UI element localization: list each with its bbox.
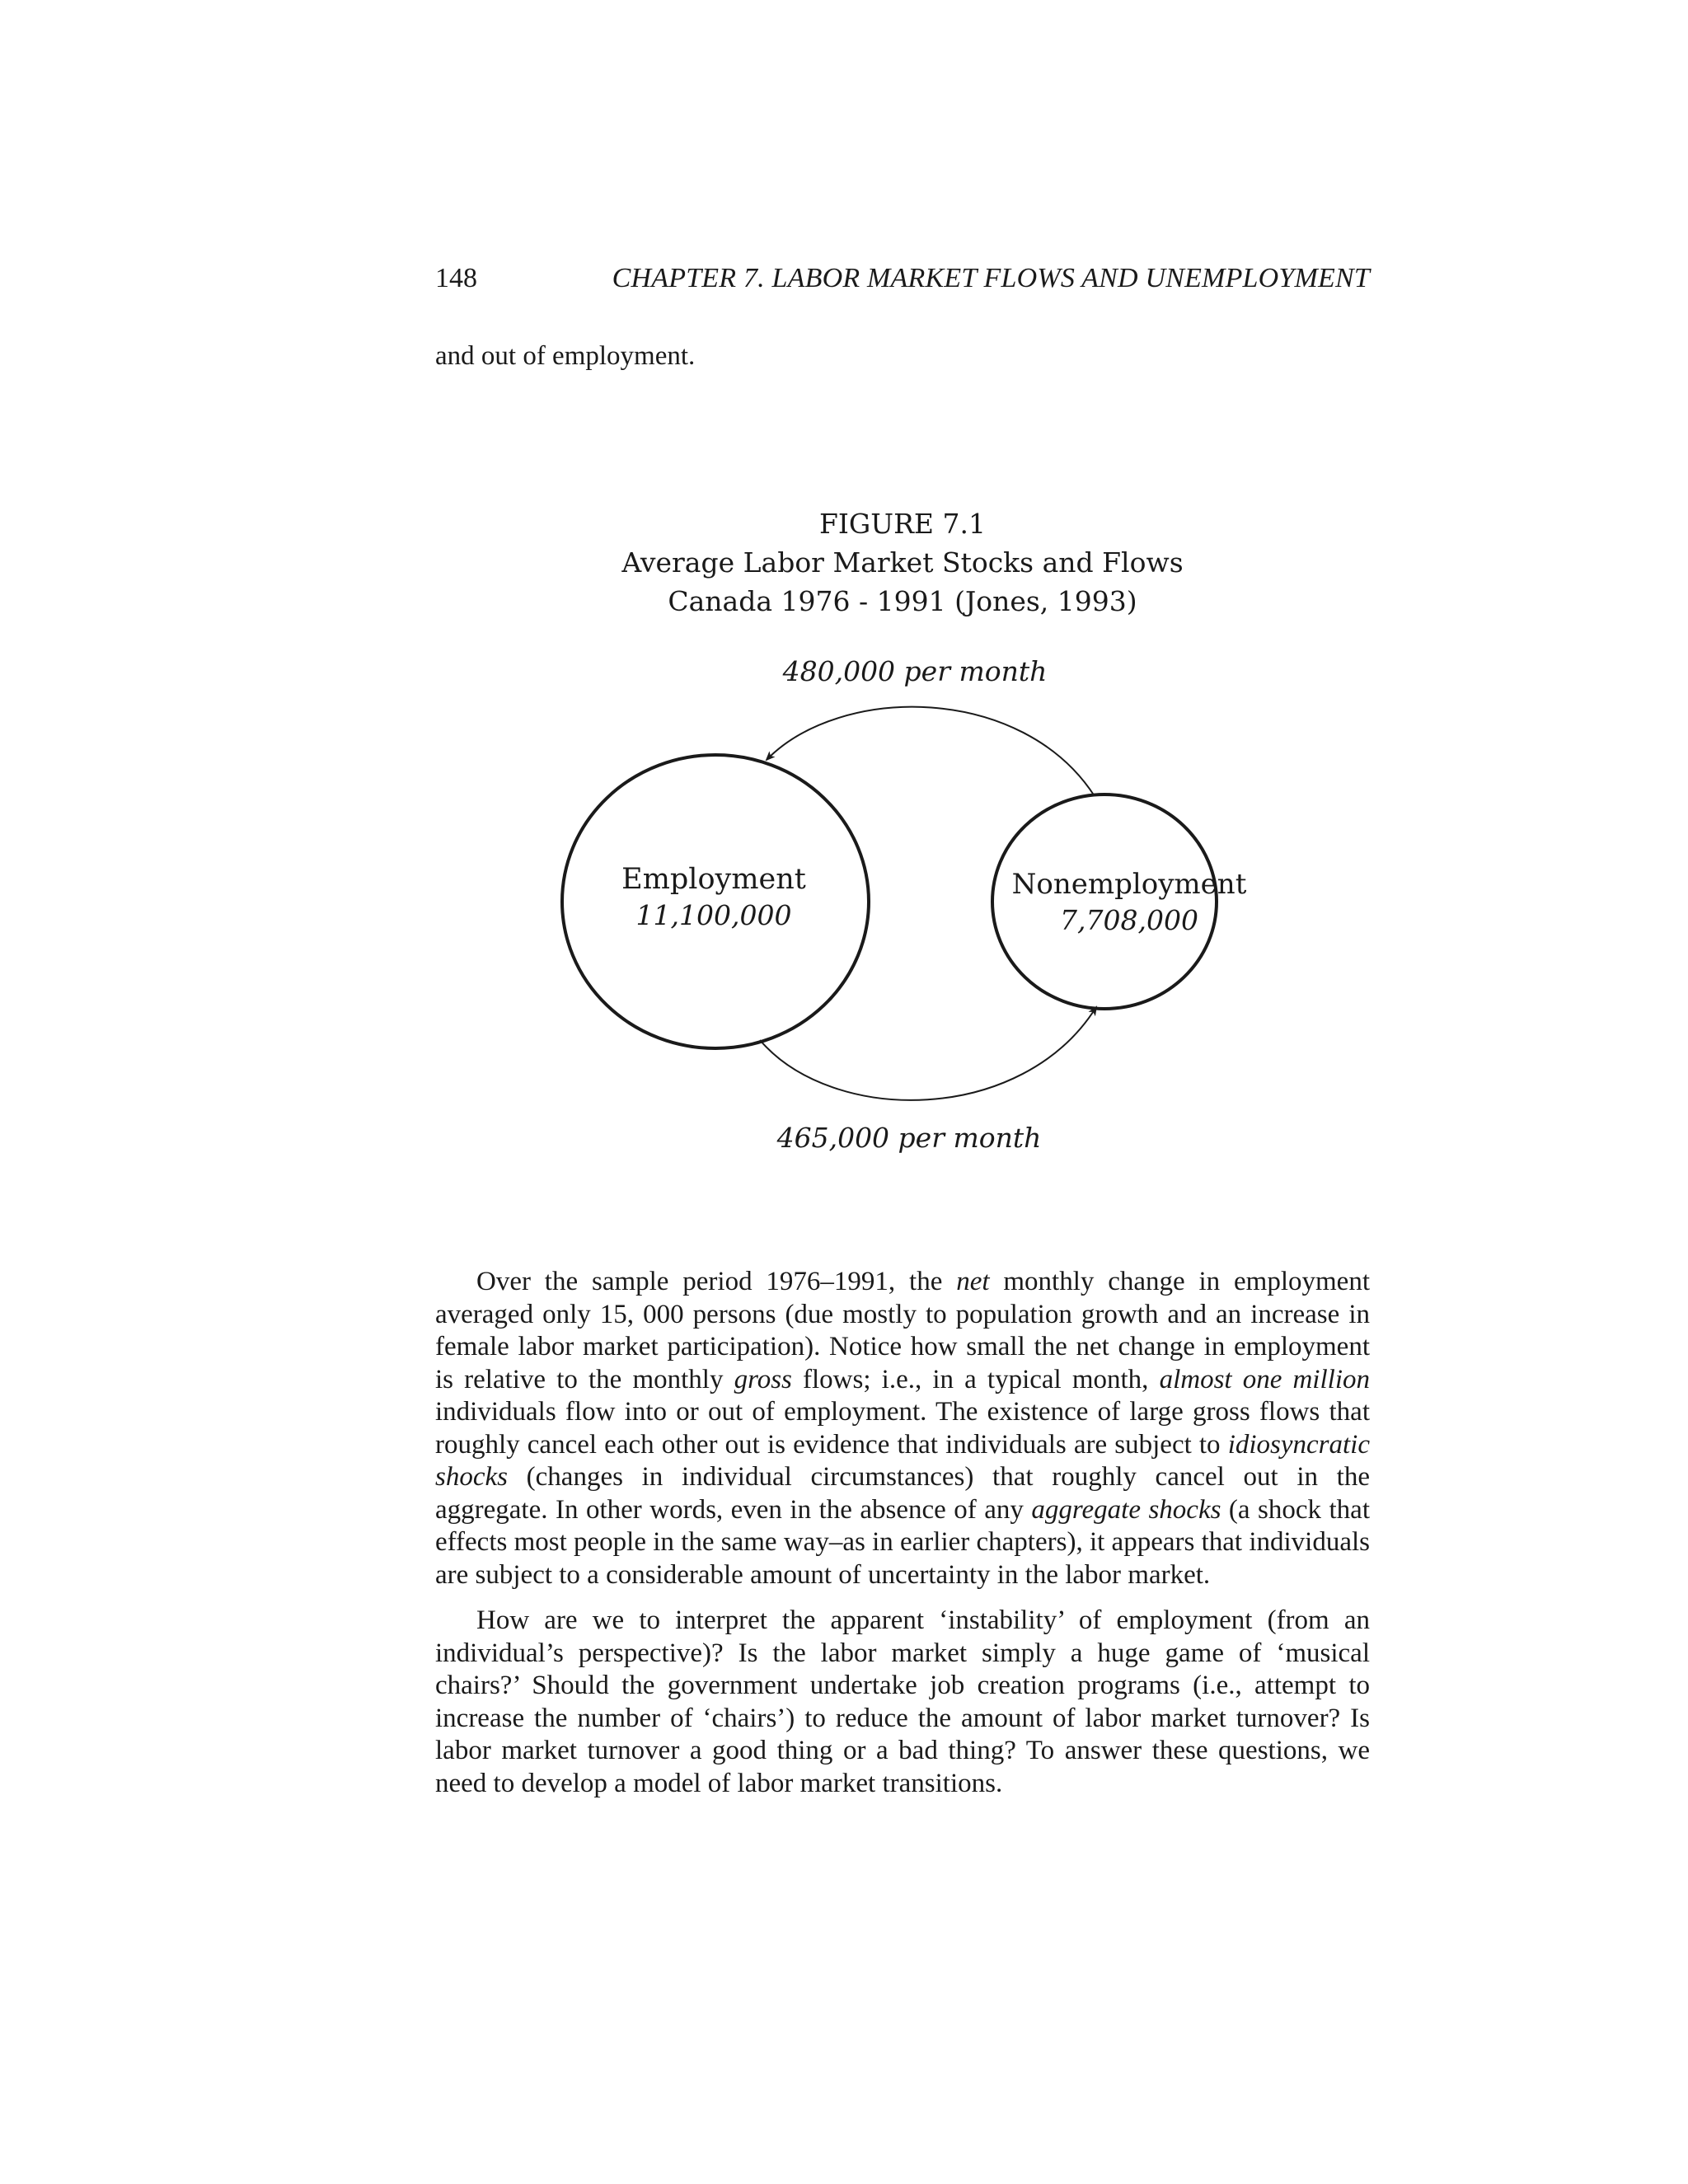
text-run: Over the sample period 1976–1991, the (476, 1267, 957, 1296)
flow-label-bottom: 465,000 per month (776, 1122, 1042, 1154)
text-run: individuals flow into or out of employment. The existence of large gross flows that roughly cancel each other out is evidence that individuals are subject to (435, 1397, 1370, 1460)
emphasis: idiosyncratic shocks (435, 1429, 1370, 1492)
flow-label-top: 480,000 per month (782, 655, 1048, 687)
body-text (435, 1266, 1370, 1813)
text-run: (a shock that effects most people in the same way–as in earlier chapters), it appears that individuals are subject to a considerable amount of uncertainty in the labor market. (435, 1494, 1370, 1590)
text-run: monthly change in employment averaged only 15, 000 persons (due mostly to population growth and an increase in female labor market participation). Notice how small the net change in employment is relative to the monthly (435, 1267, 1370, 1394)
chapter-title: CHAPTER 7. LABOR MARKET FLOWS AND UNEMPLOYMENT (612, 263, 1370, 293)
figure-label: FIGURE 7.1 (818, 508, 986, 540)
paragraph-2: How are we to interpret the apparent ‘instability’ of employment (from an individual’s perspective)? Is the labor market simply a huge game of ‘musical chairs?’ Should the government undertake job creation programs (i.e., attempt to increase the number of ‘chairs’) to reduce the amount of labor market turnover? Is labor market turnover a good thing or a bad thing? To answer these questions, we need to develop a model of labor market transitions. (435, 1605, 1370, 1798)
figure-caption (435, 504, 1370, 621)
figure-title: Average Labor Market Stocks and Flows (621, 546, 1184, 579)
nonemployment-name: Nonemployment (1011, 868, 1247, 901)
emphasis: almost one million (1159, 1364, 1370, 1394)
continuation-text: and out of employment. (435, 341, 696, 371)
figure-subtitle: Canada 1976 - 1991 (Jones, 1993) (668, 585, 1137, 617)
running-header (435, 260, 1370, 297)
text-run: flows; i.e., in a typical month, (791, 1364, 1160, 1394)
employment-name: Employment (621, 863, 806, 896)
nonemployment-node (992, 794, 1217, 1009)
text-run: (changes in individual circumstances) that roughly cancel out in the aggregate. In other words, even in the absence of any (435, 1462, 1370, 1525)
employment-value: 11,100,000 (635, 899, 792, 931)
flow-arrow-to-employment (767, 707, 1095, 796)
page-number: 148 (435, 263, 477, 293)
emphasis: aggregate shocks (1031, 1494, 1221, 1525)
flow-arrow-to-nonemployment (760, 1007, 1096, 1100)
emphasis: net (956, 1267, 990, 1296)
emphasis: gross (734, 1364, 792, 1394)
employment-node (562, 755, 869, 1048)
nonemployment-value: 7,708,000 (1060, 904, 1198, 936)
paragraph-1 (435, 1266, 1370, 1591)
